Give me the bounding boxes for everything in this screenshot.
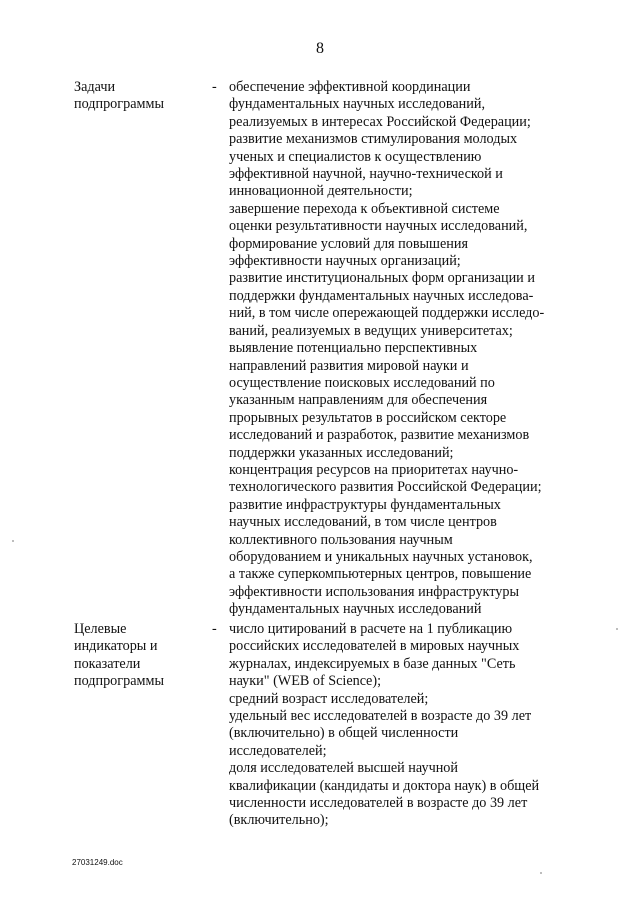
text-line: фундаментальных научных исследований [229,601,482,618]
scan-speck [540,872,542,874]
label-line: подпрограммы [74,673,164,690]
section-content-indicators [229,621,574,830]
text-line: концентрация ресурсов на приоритетах научно- [229,461,519,478]
page-number: 8 [316,40,324,57]
text-line: прорывных результатов в российском секторе [229,409,507,426]
text-line: коллективного пользования научным [229,531,453,548]
text-line: поддержки указанных исследований; [229,444,454,461]
label-line: индикаторы и [74,638,158,655]
text-line: развитие инфраструктуры фундаментальных [229,496,501,513]
text-line: технологического развития Российской Федерации; [229,479,542,496]
text-line: фундаментальных научных исследований, [229,96,486,113]
text-line: исследований и разработок, развитие механизмов [229,427,530,444]
text-line: журналах, индексируемых в базе данных "Сеть [229,655,516,672]
text-line: число цитирований в расчете на 1 публикацию [229,621,513,637]
text-line: реализуемых в интересах Российской Федерации; [229,113,531,130]
text-line: численности исследователей в возрасте до 39 лет [229,795,528,812]
text-line: завершение перехода к объективной системе [229,200,500,217]
text-line: средний возраст исследователей; [229,690,429,707]
text-line: доля исследователей высшей научной [229,760,458,777]
text-line: осуществление поисковых исследований по [229,374,495,391]
section-dash: - [212,621,217,637]
text-line: квалификации (кандидаты и доктора наук) в общей [229,777,540,794]
section-content-tasks [229,79,574,619]
section-label-tasks [74,79,199,114]
text-line: эффективной научной, научно-технической и [229,166,503,183]
section-label-indicators [74,621,199,691]
text-line: формирование условий для повышения [229,235,468,252]
text-line: обеспечение эффективной координации [229,79,471,95]
label-line: подпрограммы [74,96,164,113]
text-line: развитие механизмов стимулирования молодых [229,131,518,148]
label-line: Задачи [74,79,116,95]
scan-speck [616,628,618,630]
text-line: (включительно) в общей численности [229,725,459,742]
text-line: исследователей; [229,742,327,759]
text-line: ваний, реализуемых в ведущих университетах; [229,322,513,339]
label-line: показатели [74,655,141,672]
text-line: научных исследований, в том числе центров [229,514,497,531]
text-line: указанным направлениям для обеспечения [229,392,488,409]
text-line: поддержки фундаментальных научных исследова- [229,287,534,304]
text-line: выявление потенциально перспективных [229,340,478,357]
text-line: оценки результативности научных исследований, [229,218,528,235]
text-line: науки" (WEB of Science); [229,673,382,690]
text-line: эффективности научных организаций; [229,253,461,270]
text-line: российских исследователей в мировых научных [229,638,520,655]
text-line: удельный вес исследователей в возрасте до 39 лет [229,708,532,725]
label-line: Целевые [74,621,127,637]
text-line: инновационной деятельности; [229,183,413,200]
text-line: ний, в том числе опережающей поддержки исследо- [229,305,545,322]
text-line: (включительно); [229,812,329,829]
footer-file-name: 27031249.doc [72,858,123,867]
text-line: ученых и специалистов к осуществлению [229,148,482,165]
section-dash: - [212,79,217,95]
text-line: эффективности использования инфраструктуры [229,583,519,600]
text-line: направлений развития мировой науки и [229,357,469,374]
scan-speck [12,540,14,542]
text-line: а также суперкомпьютерных центров, повышение [229,566,532,583]
text-line: оборудованием и уникальных научных установок, [229,548,533,565]
text-line: развитие институциональных форм организации и [229,270,535,287]
